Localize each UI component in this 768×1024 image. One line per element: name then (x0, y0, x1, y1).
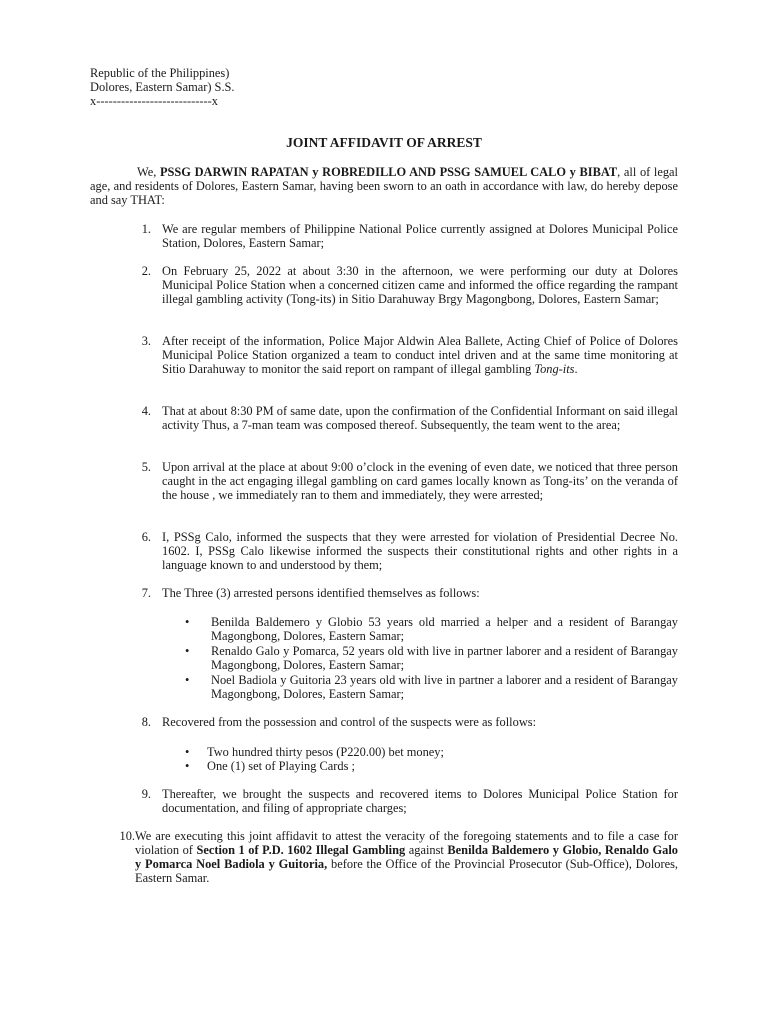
statement-number: 9. (141, 787, 151, 801)
statement-8 (125, 715, 678, 729)
statement-text: Thereafter, we brought the suspects and recovered items to Dolores Municipal Police Station for documentation, and filing of appropriate charges; (162, 787, 678, 815)
arrested-person-3 (185, 673, 678, 701)
statement-text: That at about 8:30 PM of same date, upon the confirmation of the Confidential Informant on said illegal activity Thus, a 7-man team was composed thereof. Subsequently, the team went to the area; (162, 404, 678, 432)
intro-post: , all of legal age, and residents of Dolores, Eastern Samar, having been sworn to an oath in accordance with law, do hereby depose and say THAT: (90, 165, 678, 207)
person-text: Noel Badiola y Guitoria 23 years old with live in partner a laborer and a resident of Barangay Magongbong, Dolores, Eastern Samar; (211, 673, 678, 701)
statement-6 (125, 530, 678, 572)
bullet: • (185, 615, 190, 629)
statement-number: 4. (141, 404, 151, 418)
statement-text: Recovered from the possession and control of the suspects were as follows: (162, 715, 537, 729)
statement-text-italic: Tong-its (534, 362, 575, 376)
statement-text: I, PSSg Calo, informed the suspects that they were arrested for violation of Presidential Decree No. 1602. I, PSSg Calo likewise informed the suspects their constitutional rights and other rights in a language known to and understood by them; (162, 530, 678, 572)
statement-text (135, 829, 678, 885)
venue-separator: x----------------------------x (90, 94, 218, 108)
statement-number: 2. (141, 264, 151, 278)
arrested-person-1 (185, 615, 678, 643)
statement-text-part-1: We are executing this joint affidavit to attest the veracity of the foregoing statements and to file a case for violation of (135, 829, 678, 857)
statement-10 (119, 829, 678, 885)
statement-text-part-2: against (405, 843, 448, 857)
statement-text: Upon arrival at the place at about 9:00 o’clock in the evening of even date, we noticed that three person caught in the act engaging illegal gambling on card games locally known as Tong-its’ on the veranda of the house , we immediately ran to them and immediately, they were arrested; (162, 460, 678, 502)
statement-accused-names: Benilda Baldemero y Globio, Renaldo Galo y Pomarca Noel Badiola y Guitoria, (135, 843, 678, 871)
affiant-names: PSSG DARWIN RAPATAN y ROBREDILLO AND PSSG SAMUEL CALO y BIBAT (159, 165, 618, 179)
venue-header (90, 66, 235, 108)
statement-4 (125, 404, 678, 432)
statement-law-cited: Section 1 of P.D. 1602 Illegal Gambling (196, 843, 406, 857)
intro-paragraph (90, 165, 678, 207)
statement-text (162, 334, 678, 376)
recovered-item-1 (185, 745, 678, 759)
bullet: • (185, 745, 190, 759)
statement-text: The Three (3) arrested persons identified themselves as follows: (162, 586, 480, 600)
arrested-person-2 (185, 644, 678, 672)
statement-text: On February 25, 2022 at about 3:30 in the afternoon, we were performing our duty at Dolores Municipal Police Station when a concerned citizen came and informed the office regarding the rampant illegal gambling activity (Tong-its) in Sitio Darahuway Brgy Magongbong, Dolores, Eastern Samar; (162, 264, 678, 306)
statement-1 (125, 222, 678, 250)
bullet: • (185, 759, 190, 773)
statement-number: 7. (141, 586, 151, 600)
statement-number: 8. (141, 715, 151, 729)
statement-text: We are regular members of Philippine National Police currently assigned at Dolores Municipal Police Station, Dolores, Eastern Samar; (162, 222, 678, 250)
person-text: Benilda Baldemero y Globio 53 years old married a helper and a resident of Barangay Magongbong, Dolores, Eastern Samar; (211, 615, 678, 643)
statement-number: 1. (141, 222, 151, 236)
intro-pre: We, (137, 165, 160, 179)
statement-text-main: After receipt of the information, Police Major Aldwin Alea Ballete, Acting Chief of Police of Dolores Municipal Police Station organized a team to conduct intel driven and at the same time monitoring at Sitio Darahuway to monitor the said report on rampant of illegal gambling (162, 334, 678, 376)
bullet: • (185, 673, 190, 687)
statement-number: 5. (141, 460, 151, 474)
recovered-text: Two hundred thirty pesos (P220.00) bet money; (207, 745, 444, 759)
statement-9 (125, 787, 678, 815)
venue-line-1: Republic of the Philippines) (90, 66, 230, 80)
statement-5 (125, 460, 678, 502)
statement-text-end: . (574, 362, 578, 376)
recovered-item-2 (185, 759, 678, 773)
statement-7 (125, 586, 678, 600)
document-title: JOINT AFFIDAVIT OF ARREST (286, 135, 482, 150)
statement-number: 6. (141, 530, 151, 544)
statement-text-part-3: before the Office of the Provincial Prosecutor (Sub-Office), Dolores, Eastern Samar. (135, 857, 678, 885)
statement-2 (125, 264, 678, 306)
recovered-text: One (1) set of Playing Cards ; (207, 759, 355, 773)
venue-line-2: Dolores, Eastern Samar) S.S. (90, 80, 235, 94)
statement-number: 3. (141, 334, 151, 348)
statement-number: 10. (119, 829, 135, 843)
person-text: Renaldo Galo y Pomarca, 52 years old with live in partner laborer and a resident of Barangay Magongbong, Dolores, Eastern Samar; (211, 644, 678, 672)
bullet: • (185, 644, 190, 658)
statement-3 (125, 334, 678, 376)
